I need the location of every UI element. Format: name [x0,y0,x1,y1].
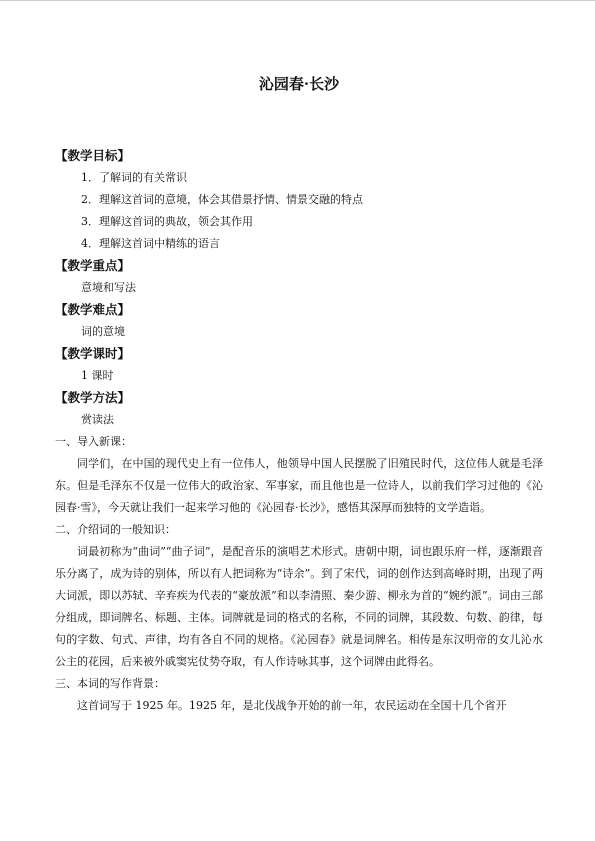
key-points-heading: 【教学重点】 [55,258,131,273]
page-top-border [0,0,595,1]
objective-item-3: 3．理解这首词的典故，领会其作用 [81,215,253,228]
key-points-text: 意境和写法 [81,281,136,294]
class-hours-text: 1 课时 [81,369,114,382]
section-background-heading: 三、本词的写作背景： [55,677,165,690]
objective-item-4: 4．理解这首词中精练的语言 [81,237,220,250]
section-ci-knowledge-paragraph: 词最初称为“曲词”“曲子词”，是配音乐的演唱艺术形式。唐朝中期，词也跟乐府一样，逐渐跟音乐分离了，成为诗的别体，所以有人把词称为“诗余”。到了宋代，词的创作达到高峰时期，出现了两大词派，即以苏轼、辛弃疾为代表的“豪放派”和以李清照、秦少游、柳永为首的“婉约派”。词由三部分组成，即词牌名、标题、主体。词牌就是词的格式的名称，不同的词牌，其段数、句数、韵律，每句的字数、句式、声律，均有各自不同的规格。《沁园春》就是词牌名。相传是东汉明帝的女儿沁水公主的花园，后来被外戚窦宪仗势夺取，有人作诗咏其事，这个词牌由此得名。 [55,545,543,668]
methods-text: 赏读法 [81,413,114,426]
objectives-heading: 【教学目标】 [55,148,131,163]
section-intro-heading: 一、导入新课： [55,435,132,448]
section-background-paragraph: 这首词写于 1925 年。1925 年，是北伐战争开始的前一年，农民运动在全国十几个省开 [77,699,507,712]
difficulties-heading: 【教学难点】 [55,302,131,317]
methods-heading: 【教学方法】 [55,390,131,405]
objective-item-2: 2．理解这首词的意境，体会其借景抒情、情景交融的特点 [81,193,363,206]
class-hours-heading: 【教学课时】 [55,346,131,361]
document-page [55,70,543,717]
objective-item-1: 1．了解词的有关常识 [81,171,187,184]
section-ci-knowledge-heading: 二、介绍词的一般知识： [55,523,176,536]
page-title: 沁园春·长沙 [258,75,340,93]
difficulties-text: 词的意境 [81,325,125,338]
section-intro-paragraph: 同学们，在中国的现代史上有一位伟人，他领导中国人民摆脱了旧殖民时代，这位伟人就是毛泽东。但是毛泽东不仅是一位伟大的政治家、军事家，而且他也是一位诗人，以前我们学习过他的《沁园春·雪》，今天就让我们一起来学习他的《沁园春·长沙》，感悟其深厚而独特的文学造诣。 [55,457,543,514]
